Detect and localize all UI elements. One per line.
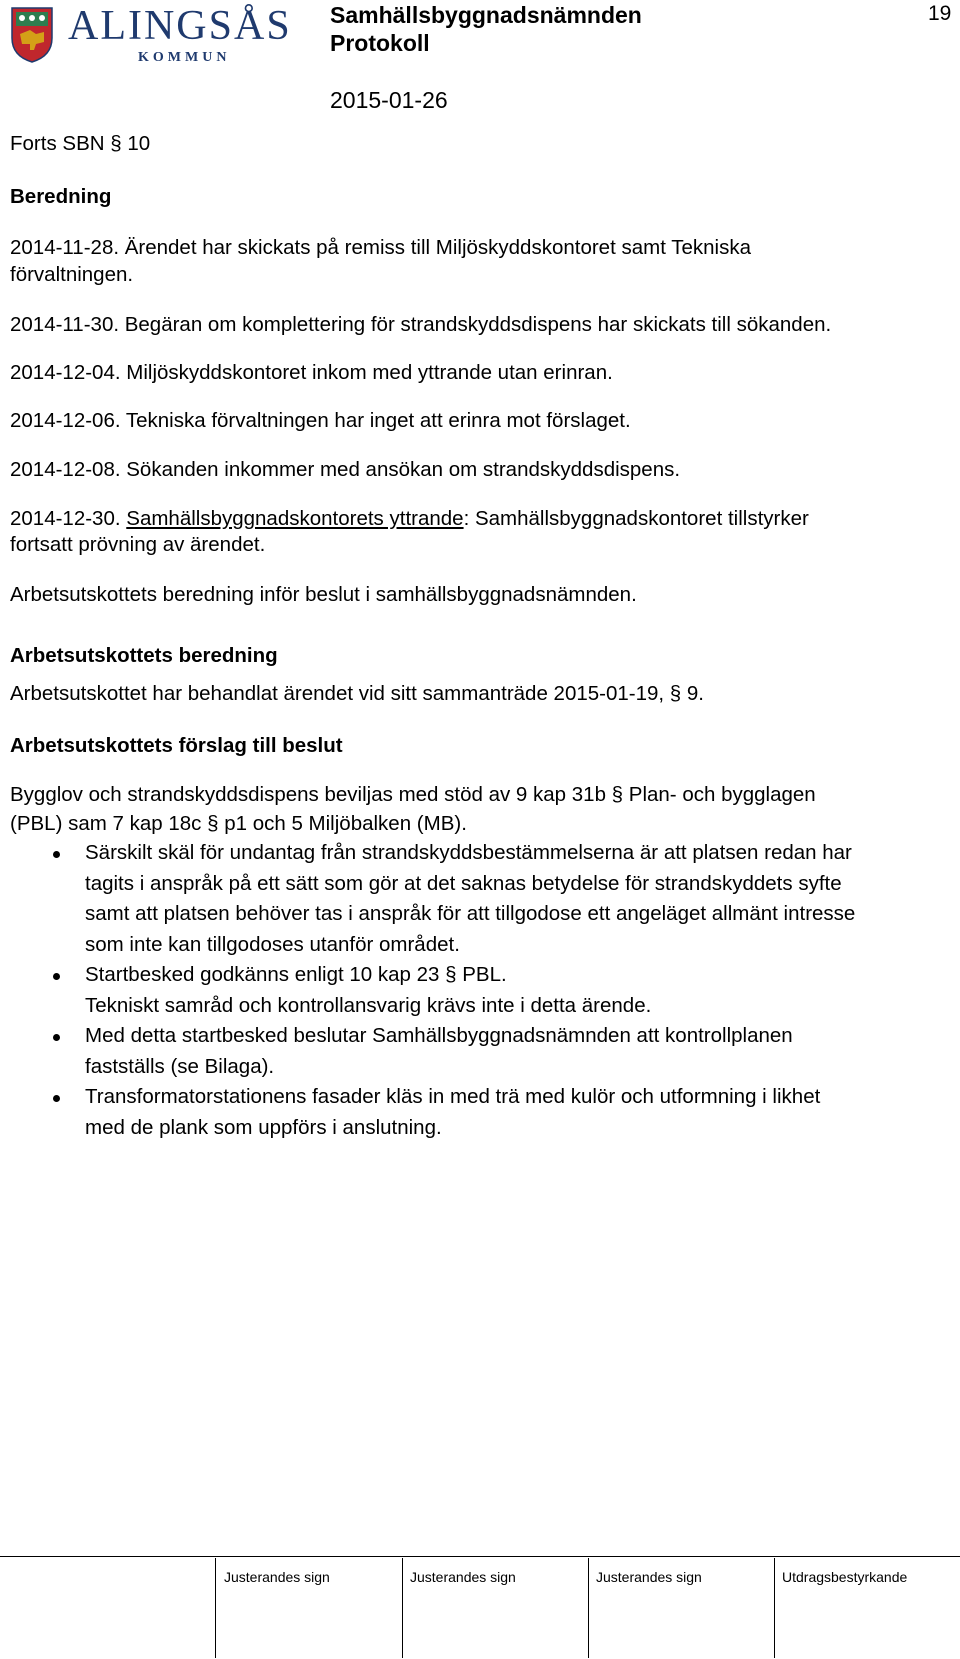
proposal-line: (PBL) sam 7 kap 18c § p1 och 5 Miljöbalken (MB). — [10, 812, 467, 835]
list-item-line: Med detta startbesked beslutar Samhällsbyggnadsnämnden att kontrollplanen — [85, 1024, 793, 1047]
logo-wordmark: ALINGSÅS — [68, 3, 292, 49]
entry-line: 2014-11-28. Ärendet har skickats på remiss till Miljöskyddskontoret samt Tekniska — [10, 236, 751, 259]
list-item-line: samt att platsen behöver tas i anspråk för att tillgodose ett angeläget allmänt intresse — [85, 902, 856, 925]
list-item — [10, 1021, 950, 1082]
entry-line: förvaltningen. — [10, 263, 134, 286]
entry-date: 2014-12-30. — [10, 507, 121, 530]
continuation-label: Forts SBN § 10 — [10, 132, 151, 155]
entry-text: : Samhällsbyggnadskontoret tillstyrker — [463, 507, 809, 530]
au-text: Arbetsutskottet har behandlat ärendet vid sitt sammanträde 2015-01-19, § 9. — [10, 682, 704, 705]
list-item — [10, 838, 950, 960]
organization-name: Samhällsbyggnadsnämnden — [330, 2, 642, 28]
footer-separator — [588, 1558, 589, 1658]
list-item-line: tagits i anspråk på ett sätt som gör at det saknas betydelse för strandskyddets syfte — [85, 871, 842, 895]
bullet-icon — [53, 851, 60, 858]
extract-box-label: Utdragsbestyrkande — [782, 1569, 908, 1585]
coat-of-arms-icon — [10, 4, 54, 64]
logo-subtitle: KOMMUN — [138, 50, 231, 65]
statement-link[interactable]: Samhällsbyggnadskontorets yttrande — [126, 507, 464, 530]
signature-box-label: Justerandes sign — [596, 1569, 702, 1585]
entry-line: 2014-11-30. Begäran om komplettering för strandskyddsdispens har skickats till sökanden. — [10, 313, 832, 336]
signature-box-label: Justerandes sign — [410, 1569, 516, 1585]
entry-line: 2014-12-06. Tekniska förvaltningen har inget att erinra mot förslaget. — [10, 409, 631, 432]
bullet-icon — [53, 1034, 60, 1041]
list-item-line: fastställs (se Bilaga). — [85, 1054, 275, 1078]
list-item — [10, 1082, 950, 1143]
page-number: 19 — [928, 2, 952, 25]
footer-divider — [0, 1556, 960, 1557]
list-item-line: Tekniskt samråd och kontrollansvarig krävs inte i detta ärende. — [85, 993, 652, 1017]
list-item-line: Transformatorstationens fasader kläs in med trä med kulör och utformning i likhet — [85, 1085, 821, 1108]
bullet-icon — [53, 973, 60, 980]
proposal-line: Bygglov och strandskyddsdispens beviljas med stöd av 9 kap 31b § Plan- och bygglagen — [10, 783, 816, 806]
preparation-heading: Beredning — [10, 185, 112, 208]
document-type: Protokoll — [330, 30, 430, 56]
list-item — [10, 960, 950, 1021]
signature-box-label: Justerandes sign — [224, 1569, 330, 1585]
list-item-line: Startbesked godkänns enligt 10 kap 23 § PBL. — [85, 963, 507, 986]
entry-line: 2014-12-04. Miljöskyddskontoret inkom med yttrande utan erinran. — [10, 361, 613, 384]
entry-line: 2014-12-08. Sökanden inkommer med ansökan om strandskyddsdispens. — [10, 458, 681, 481]
list-item-line: som inte kan tillgodoses utanför området. — [85, 932, 460, 956]
footer-separator — [774, 1558, 775, 1658]
footer-separator — [215, 1558, 216, 1658]
au-heading: Arbetsutskottets beredning — [10, 644, 278, 667]
au-note: Arbetsutskottets beredning inför beslut i samhällsbyggnadsnämnden. — [10, 583, 637, 606]
bullet-icon — [53, 1095, 60, 1102]
proposal-heading: Arbetsutskottets förslag till beslut — [10, 734, 343, 757]
document-date: 2015-01-26 — [330, 87, 448, 113]
municipality-logo — [10, 2, 290, 66]
footer-separator — [402, 1558, 403, 1658]
list-item-line: med de plank som uppförs i anslutning. — [85, 1115, 442, 1139]
decision-bullet-list — [10, 838, 950, 1143]
list-item-line: Särskilt skäl för undantag från strandskyddsbestämmelserna är att platsen redan har — [85, 841, 852, 864]
entry-line: fortsatt prövning av ärendet. — [10, 533, 266, 556]
